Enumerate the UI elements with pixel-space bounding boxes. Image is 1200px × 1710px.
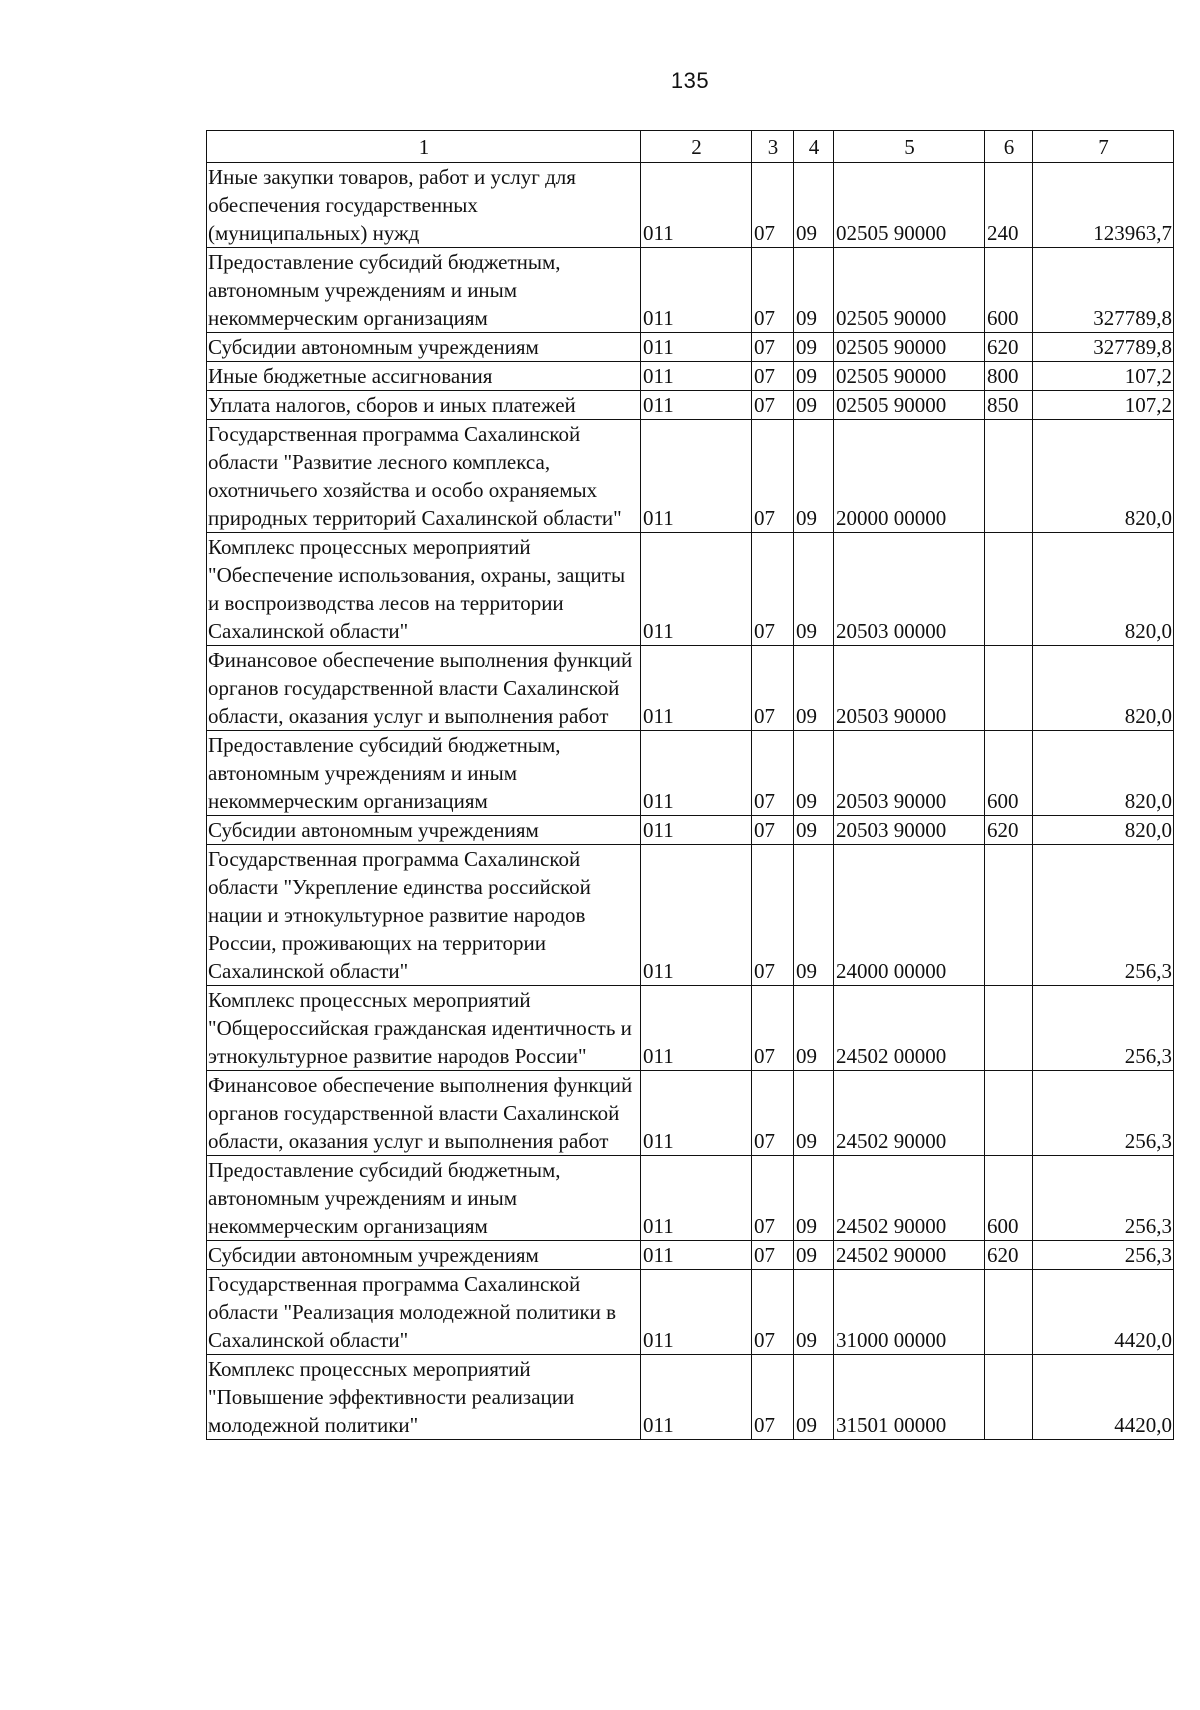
row-name-cell: Комплекс процессных мероприятий "Обеспечение использования, охраны, защиты и воспроизводства лесов на территории Сахалинской области" (207, 533, 641, 646)
row-col4-cell: 09 (794, 533, 834, 646)
row-col6-cell (985, 533, 1033, 646)
row-col6-cell: 620 (985, 333, 1033, 362)
row-amount-cell: 820,0 (1033, 646, 1174, 731)
header-row (207, 131, 1174, 163)
row-amount-cell: 123963,7 (1033, 163, 1174, 248)
row-col2-cell: 011 (641, 1071, 752, 1156)
row-amount-cell: 820,0 (1033, 533, 1174, 646)
row-col5-cell: 02505 90000 (834, 362, 985, 391)
row-col6-cell: 620 (985, 1241, 1033, 1270)
row-col6-cell (985, 646, 1033, 731)
row-amount-cell: 327789,8 (1033, 333, 1174, 362)
row-col5-cell: 24502 90000 (834, 1156, 985, 1241)
row-amount-cell: 256,3 (1033, 1241, 1174, 1270)
row-amount-cell: 820,0 (1033, 816, 1174, 845)
row-name-cell: Финансовое обеспечение выполнения функций органов государственной власти Сахалинской области, оказания услуг и выполнения работ (207, 646, 641, 731)
row-col4-cell: 09 (794, 362, 834, 391)
row-col2-cell: 011 (641, 248, 752, 333)
table-row (207, 333, 1174, 362)
row-col3-cell: 07 (752, 731, 794, 816)
row-col5-cell: 20503 90000 (834, 816, 985, 845)
row-name-cell: Предоставление субсидий бюджетным, автономным учреждениям и иным некоммерческим организациям (207, 731, 641, 816)
row-col5-cell: 24000 00000 (834, 845, 985, 986)
budget-table (206, 130, 1174, 1440)
row-col2-cell: 011 (641, 1270, 752, 1355)
row-col3-cell: 07 (752, 391, 794, 420)
row-col2-cell: 011 (641, 391, 752, 420)
row-col3-cell: 07 (752, 845, 794, 986)
row-col6-cell: 620 (985, 816, 1033, 845)
row-col4-cell: 09 (794, 646, 834, 731)
row-col6-cell: 600 (985, 731, 1033, 816)
row-col3-cell: 07 (752, 420, 794, 533)
header-col-7: 7 (1033, 131, 1174, 163)
row-col2-cell: 011 (641, 816, 752, 845)
row-col4-cell: 09 (794, 1071, 834, 1156)
row-name-cell: Иные закупки товаров, работ и услуг для обеспечения государственных (муниципальных) нужд (207, 163, 641, 248)
row-col5-cell: 02505 90000 (834, 391, 985, 420)
row-name-cell: Государственная программа Сахалинской области "Развитие лесного комплекса, охотничьего хозяйства и особо охраняемых природных территорий Сахалинской области" (207, 420, 641, 533)
row-col3-cell: 07 (752, 1355, 794, 1440)
table-header (207, 131, 1174, 163)
header-col-2: 2 (641, 131, 752, 163)
row-col6-cell (985, 1270, 1033, 1355)
row-col4-cell: 09 (794, 333, 834, 362)
row-col2-cell: 011 (641, 533, 752, 646)
row-amount-cell: 107,2 (1033, 362, 1174, 391)
row-col6-cell: 600 (985, 1156, 1033, 1241)
header-col-3: 3 (752, 131, 794, 163)
row-col5-cell: 31000 00000 (834, 1270, 985, 1355)
table-row (207, 1270, 1174, 1355)
page-number: 135 (670, 68, 710, 93)
row-col4-cell: 09 (794, 1241, 834, 1270)
table-row (207, 731, 1174, 816)
row-col6-cell (985, 845, 1033, 986)
row-col2-cell: 011 (641, 1241, 752, 1270)
row-name-cell: Государственная программа Сахалинской области "Укрепление единства российской нации и этнокультурное развитие народов России, проживающих на территории Сахалинской области" (207, 845, 641, 986)
table-row (207, 646, 1174, 731)
row-col5-cell: 02505 90000 (834, 163, 985, 248)
row-col5-cell: 02505 90000 (834, 333, 985, 362)
row-col3-cell: 07 (752, 533, 794, 646)
row-col6-cell: 800 (985, 362, 1033, 391)
row-col5-cell: 24502 90000 (834, 1071, 985, 1156)
row-amount-cell: 256,3 (1033, 845, 1174, 986)
row-amount-cell: 4420,0 (1033, 1270, 1174, 1355)
table-row (207, 420, 1174, 533)
row-col4-cell: 09 (794, 816, 834, 845)
row-col3-cell: 07 (752, 163, 794, 248)
row-col4-cell: 09 (794, 1156, 834, 1241)
table-row (207, 248, 1174, 333)
row-col4-cell: 09 (794, 1270, 834, 1355)
row-col3-cell: 07 (752, 816, 794, 845)
row-col3-cell: 07 (752, 986, 794, 1071)
row-amount-cell: 820,0 (1033, 420, 1174, 533)
row-name-cell: Субсидии автономным учреждениям (207, 1241, 641, 1270)
row-amount-cell: 256,3 (1033, 986, 1174, 1071)
row-col5-cell: 20000 00000 (834, 420, 985, 533)
row-col5-cell: 02505 90000 (834, 248, 985, 333)
row-name-cell: Предоставление субсидий бюджетным, автономным учреждениям и иным некоммерческим организациям (207, 1156, 641, 1241)
row-col3-cell: 07 (752, 1071, 794, 1156)
row-col5-cell: 20503 90000 (834, 731, 985, 816)
table-row (207, 986, 1174, 1071)
header-col-1: 1 (207, 131, 641, 163)
table-row (207, 1071, 1174, 1156)
row-col3-cell: 07 (752, 1156, 794, 1241)
row-col2-cell: 011 (641, 163, 752, 248)
table-body (207, 163, 1174, 1440)
row-col2-cell: 011 (641, 646, 752, 731)
row-col5-cell: 31501 00000 (834, 1355, 985, 1440)
row-amount-cell: 327789,8 (1033, 248, 1174, 333)
table-row (207, 163, 1174, 248)
row-col2-cell: 011 (641, 420, 752, 533)
table-row (207, 1355, 1174, 1440)
header-col-5: 5 (834, 131, 985, 163)
table-row (207, 845, 1174, 986)
row-col5-cell: 20503 90000 (834, 646, 985, 731)
table-row (207, 1156, 1174, 1241)
table-row (207, 533, 1174, 646)
row-name-cell: Финансовое обеспечение выполнения функций органов государственной власти Сахалинской области, оказания услуг и выполнения работ (207, 1071, 641, 1156)
row-col2-cell: 011 (641, 731, 752, 816)
row-amount-cell: 107,2 (1033, 391, 1174, 420)
row-col4-cell: 09 (794, 391, 834, 420)
row-amount-cell: 820,0 (1033, 731, 1174, 816)
row-col6-cell: 240 (985, 163, 1033, 248)
row-amount-cell: 4420,0 (1033, 1355, 1174, 1440)
row-col4-cell: 09 (794, 845, 834, 986)
row-col2-cell: 011 (641, 1355, 752, 1440)
row-col2-cell: 011 (641, 362, 752, 391)
header-col-6: 6 (985, 131, 1033, 163)
row-name-cell: Уплата налогов, сборов и иных платежей (207, 391, 641, 420)
row-col2-cell: 011 (641, 845, 752, 986)
row-col3-cell: 07 (752, 1241, 794, 1270)
row-name-cell: Комплекс процессных мероприятий "Общероссийская гражданская идентичность и этнокультурное развитие народов России" (207, 986, 641, 1071)
row-col6-cell (985, 1071, 1033, 1156)
row-col3-cell: 07 (752, 362, 794, 391)
row-col2-cell: 011 (641, 1156, 752, 1241)
row-name-cell: Субсидии автономным учреждениям (207, 333, 641, 362)
row-col4-cell: 09 (794, 248, 834, 333)
row-name-cell: Предоставление субсидий бюджетным, автономным учреждениям и иным некоммерческим организациям (207, 248, 641, 333)
row-col3-cell: 07 (752, 333, 794, 362)
row-col4-cell: 09 (794, 163, 834, 248)
row-col4-cell: 09 (794, 731, 834, 816)
row-col3-cell: 07 (752, 646, 794, 731)
row-name-cell: Комплекс процессных мероприятий "Повышение эффективности реализации молодежной политики" (207, 1355, 641, 1440)
row-col6-cell: 600 (985, 248, 1033, 333)
row-name-cell: Субсидии автономным учреждениям (207, 816, 641, 845)
row-col4-cell: 09 (794, 986, 834, 1071)
table-row (207, 1241, 1174, 1270)
table-row (207, 816, 1174, 845)
header-col-4: 4 (794, 131, 834, 163)
row-col6-cell: 850 (985, 391, 1033, 420)
table-row (207, 362, 1174, 391)
row-col2-cell: 011 (641, 333, 752, 362)
row-col3-cell: 07 (752, 1270, 794, 1355)
table-row (207, 391, 1174, 420)
row-name-cell: Государственная программа Сахалинской области "Реализация молодежной политики в Сахалинской области" (207, 1270, 641, 1355)
row-col3-cell: 07 (752, 248, 794, 333)
row-amount-cell: 256,3 (1033, 1156, 1174, 1241)
row-amount-cell: 256,3 (1033, 1071, 1174, 1156)
row-col5-cell: 24502 00000 (834, 986, 985, 1071)
row-col2-cell: 011 (641, 986, 752, 1071)
row-col5-cell: 24502 90000 (834, 1241, 985, 1270)
row-col5-cell: 20503 00000 (834, 533, 985, 646)
row-col6-cell (985, 420, 1033, 533)
row-name-cell: Иные бюджетные ассигнования (207, 362, 641, 391)
row-col4-cell: 09 (794, 1355, 834, 1440)
row-col6-cell (985, 1355, 1033, 1440)
row-col4-cell: 09 (794, 420, 834, 533)
row-col6-cell (985, 986, 1033, 1071)
